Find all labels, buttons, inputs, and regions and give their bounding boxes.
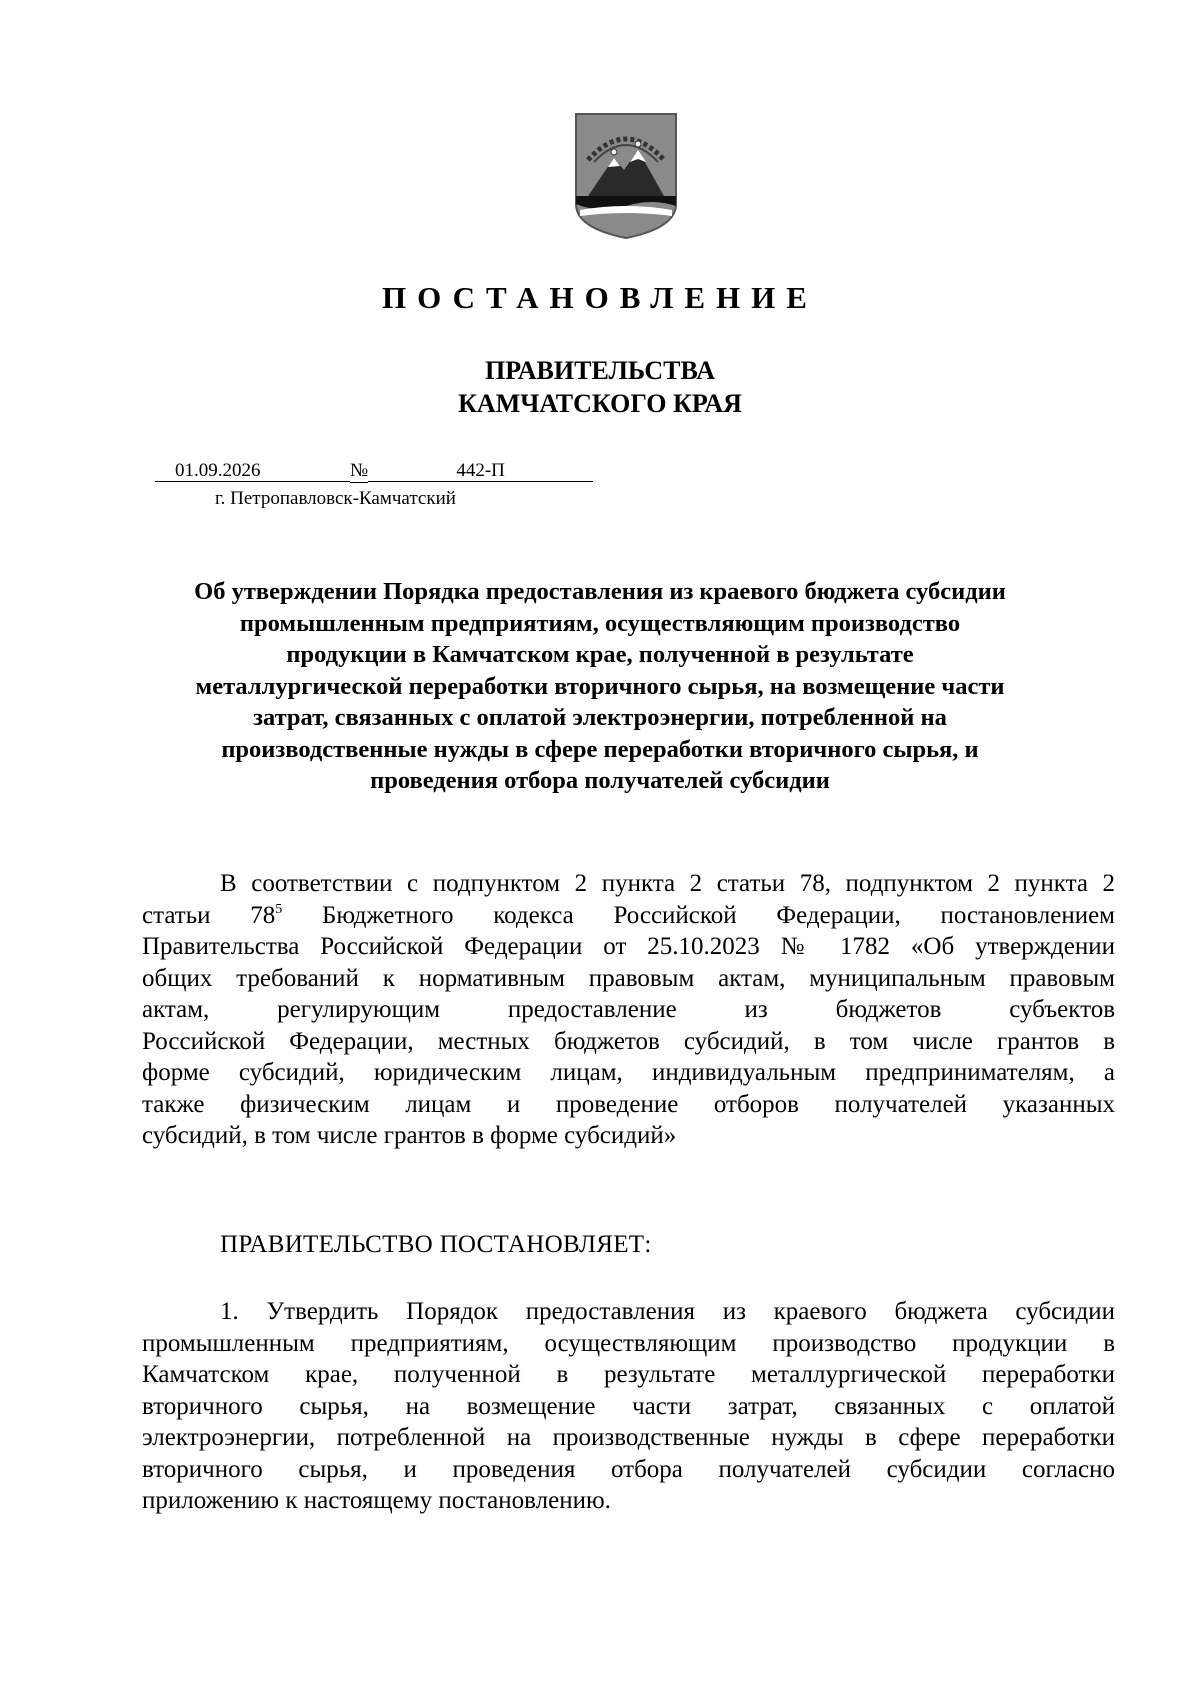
- title-line: Об утверждении Порядка предоставления из краевого бюджета субсидии: [194, 578, 1006, 605]
- title-line: проведения отбора получателей субсидии: [370, 767, 830, 794]
- document-number: 442-П: [368, 461, 593, 482]
- item-line: электроэнергии, потребленной на производственные нужды в сфере переработки: [142, 1424, 1115, 1451]
- resolve-heading: ПРАВИТЕЛЬСТВО ПОСТАНОВЛЯЕТ:: [220, 1231, 652, 1258]
- item-1-paragraph: [142, 1296, 1115, 1517]
- preamble-line: Российской Федерации, местных бюджетов субсидий, в том числе грантов в: [142, 1027, 1115, 1055]
- item-line: 1. Утвердить Порядок предоставления из краевого бюджета субсидии: [220, 1298, 1115, 1325]
- issuer-heading: [0, 354, 1200, 420]
- item-line: промышленным предприятиям, осуществляющим производство продукции в: [142, 1329, 1115, 1357]
- item-line: Камчатском крае, полученной в результате металлургической переработки: [142, 1361, 1115, 1388]
- title-line: промышленным предприятиям, осуществляющим производство: [239, 609, 961, 637]
- kamchatka-coat-of-arms-icon: [572, 112, 680, 240]
- preamble-paragraph: [142, 868, 1115, 1152]
- date-number-row: [155, 460, 593, 483]
- preamble-line: Правительства Российской Федерации от 25.10.2023 № 1782 «Об утверждении: [142, 933, 1115, 960]
- issuer-line-1: ПРАВИТЕЛЬСТВА: [485, 356, 715, 385]
- title-line: производственные нужды в сфере переработки вторичного сырья, и: [221, 735, 979, 763]
- preamble-line: форме субсидий, юридическим лицам, индивидуальным предпринимателям, а: [142, 1059, 1115, 1086]
- preamble-line: также физическим лицам и проведение отборов получателей указанных: [142, 1090, 1115, 1118]
- item-line: вторичного сырья, и проведения отбора получателей субсидии согласно: [142, 1455, 1115, 1483]
- title-line: затрат, связанных с оплатой электроэнергии, потребленной на: [253, 704, 947, 731]
- preamble-line: [142, 900, 1115, 932]
- document-title: [120, 576, 1080, 797]
- preamble-line: актам, регулирующим предоставление из бюджетов субъектов: [142, 996, 1115, 1023]
- preamble-line: субсидий, в том числе грантов в форме субсидий»: [142, 1122, 677, 1149]
- document-date: 01.09.2026: [155, 461, 350, 482]
- preamble-line: В соответствии с подпунктом 2 пункта 2 статьи 78, подпунктом 2 пункта 2: [220, 870, 1115, 897]
- item-line: вторичного сырья, на возмещение части затрат, связанных с оплатой: [142, 1392, 1115, 1420]
- title-line: продукции в Камчатском крае, полученной в результате: [286, 641, 914, 668]
- preamble-line: общих требований к нормативным правовым актам, муниципальным правовым: [142, 964, 1115, 992]
- preamble-line-part: Бюджетного кодекса Российской Федерации, постановлением: [282, 901, 1115, 929]
- title-line: металлургической переработки вторичного сырья, на возмещение части: [195, 672, 1005, 700]
- number-label: №: [350, 460, 369, 481]
- document-type-heading: ПОСТАНОВЛЕНИЕ: [382, 280, 818, 315]
- city-line: г. Петропавловск-Камчатский: [215, 488, 456, 509]
- item-line: приложению к настоящему постановлению.: [142, 1487, 611, 1514]
- issuer-line-2: КАМЧАТСКОГО КРАЯ: [458, 389, 742, 418]
- preamble-line-part: статьи 78: [142, 901, 276, 929]
- article-superscript: 5: [275, 901, 283, 917]
